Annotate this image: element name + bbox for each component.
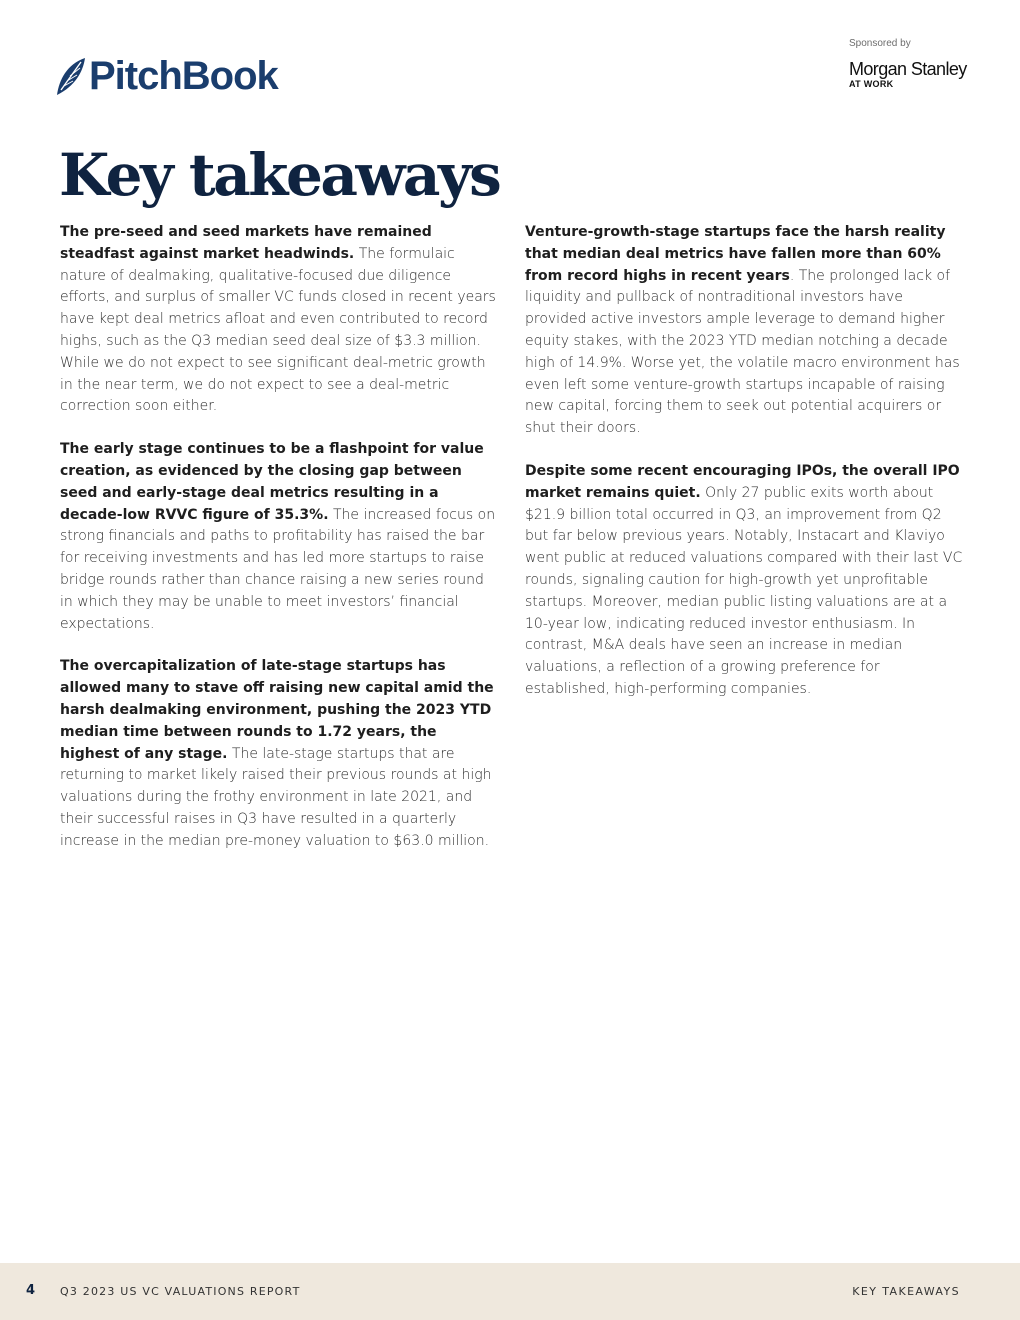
takeaway-paragraph <box>60 439 498 635</box>
page-number: 4 <box>26 1283 36 1298</box>
takeaway-lead: Despite some recent encouraging IPOs, the overall IPO market remains quiet. <box>525 462 960 501</box>
sponsor-logo-name: Morgan Stanley <box>849 59 967 79</box>
sponsor-block <box>849 38 967 90</box>
takeaway-body: . The prolonged lack of liquidity and pullback of nontraditional investors have provided active investors ample leverage to demand higher equity stakes, with the 2023 YTD median notching a decade high of 14.9%. Worse yet, the volatile macro environment has even left some venture-growth startups incapable of raising new capital, forcing them to seek out potential acquirers or shut their doors. <box>525 267 960 437</box>
takeaway-body: The late-stage startups that are returning to market likely raised their previous rounds at high valuations during the frothy environment in late 2021, and their successful raises in Q3 have resulted in a quarterly increase in the median pre-money valuation to $63.0 million. <box>60 745 492 849</box>
right-column <box>525 222 963 722</box>
page-title: Key takeaways <box>59 141 500 209</box>
takeaway-lead: Venture-growth-stage startups face the harsh reality that median deal metrics have fallen more than 60% from record highs in recent years <box>525 224 946 284</box>
takeaway-paragraph <box>60 222 498 418</box>
pitchbook-logo <box>53 54 278 98</box>
takeaway-lead: The pre-seed and seed markets have remained steadfast against market headwinds. <box>60 224 432 262</box>
pitchbook-leaf-icon <box>53 56 87 96</box>
takeaway-lead: The early stage continues to be a flashpoint for value creation, as evidenced by the closing gap between seed and early-stage deal metrics resulting in a decade-low RVVC figure of 35.3%. <box>60 441 484 523</box>
sponsor-logo-sub: AT WORK <box>849 79 894 89</box>
takeaway-paragraph <box>525 222 963 440</box>
section-name: KEY TAKEAWAYS <box>852 1285 960 1298</box>
takeaway-lead: The overcapitalization of late-stage startups has allowed many to stave off raising new capital amid the harsh dealmaking environment, pushing the 2023 YTD median time between rounds to 1.72 years, the highest of any stage. <box>60 658 494 762</box>
report-name: Q3 2023 US VC VALUATIONS REPORT <box>60 1285 301 1298</box>
page-footer <box>0 1263 1020 1320</box>
takeaway-paragraph <box>525 461 963 701</box>
takeaway-body: The increased focus on strong financials and paths to profitability has raised the bar for receiving investments and has led more startups to raise bridge rounds rather than chance raising a new series round in which they may be unable to meet investors’ financial expectations. <box>60 506 496 632</box>
logo-text: PitchBook <box>89 54 278 98</box>
sponsor-label: Sponsored by <box>849 38 911 49</box>
left-column <box>60 222 498 874</box>
takeaway-body: The formulaic nature of dealmaking, qualitative-focused due diligence efforts, and surplus of smaller VC funds closed in recent years have kept deal metrics afloat and even contributed to record highs, such as the Q3 median seed deal size of $3.3 million. While we do not expect to see significant deal-metric growth in the near term, we do not expect to see a deal-metric correction soon either. <box>60 245 496 415</box>
takeaway-paragraph <box>60 656 498 852</box>
takeaway-body: Only 27 public exits worth about $21.9 billion total occurred in Q3, an improvement from Q2 but far below previous years. Notably, Instacart and Klaviyo went public at reduced valuations compared with their last VC rounds, signaling caution for high-growth yet unprofitable startups. Moreover, median public listing valuations are at a 10-year low, indicating reduced investor enthusiasm. In contrast, M&A deals have seen an increase in median valuations, a reflection of a growing preference for established, high-performing companies. <box>525 484 963 697</box>
